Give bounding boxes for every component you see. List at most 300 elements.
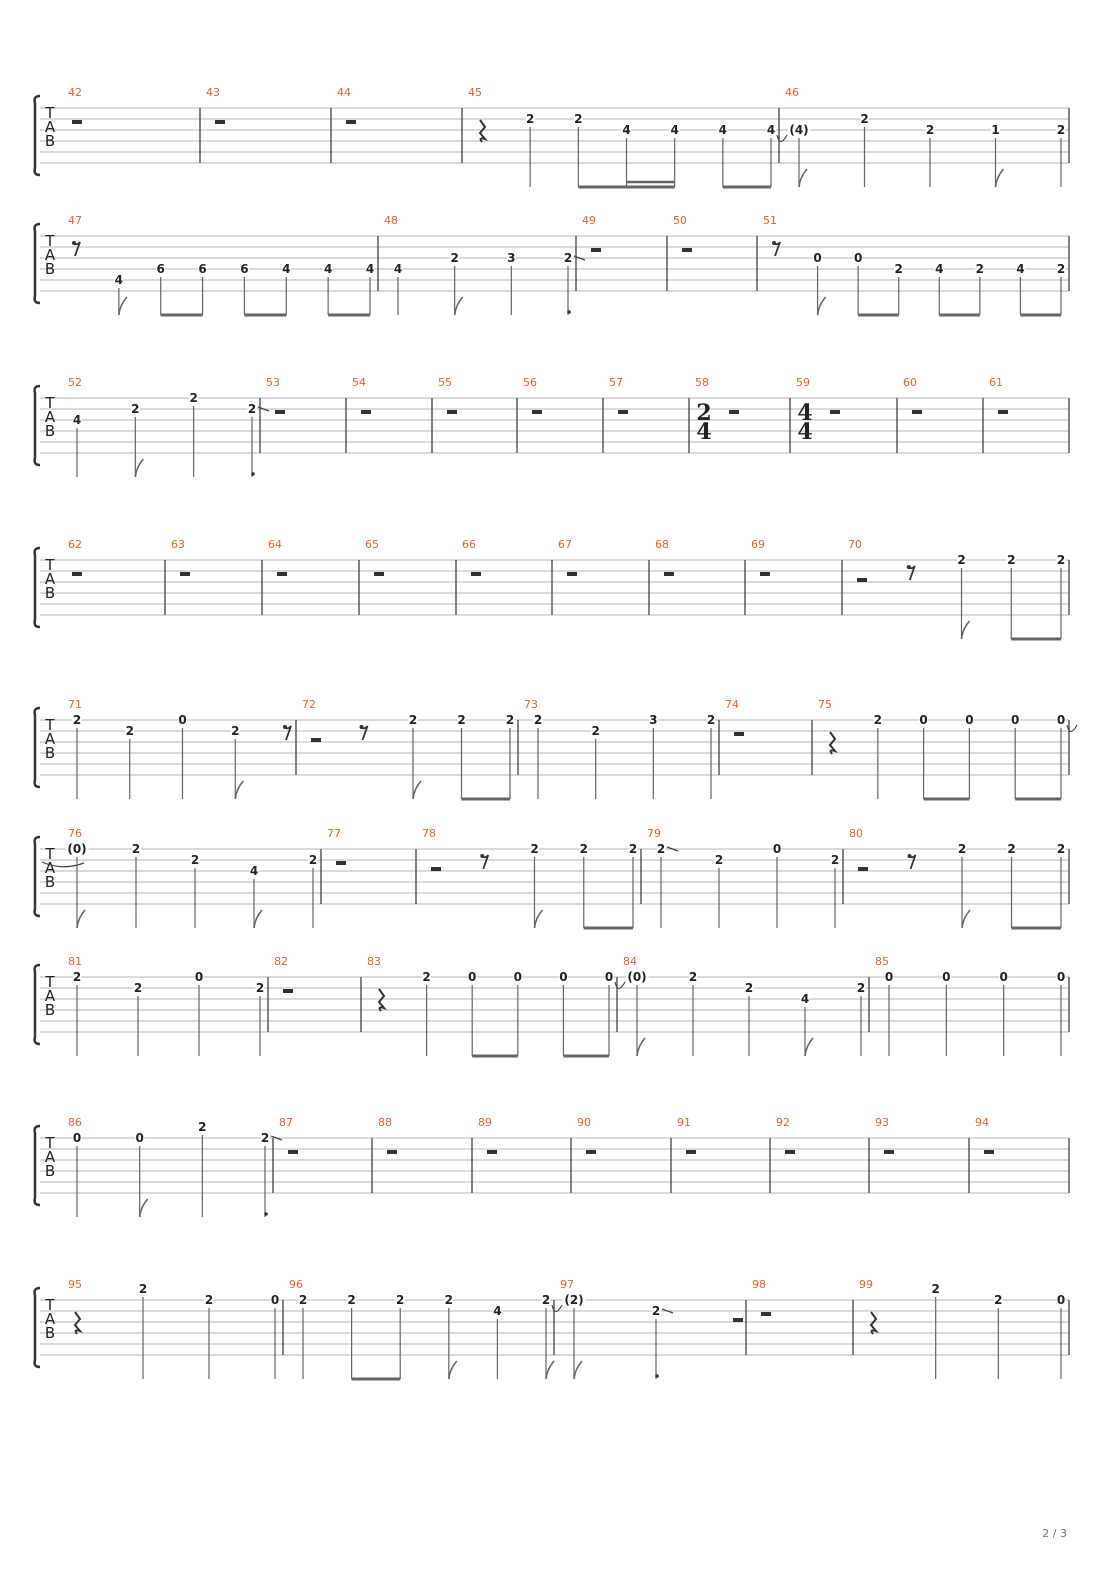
fret-number: 2 bbox=[198, 1120, 207, 1134]
measure-number: 87 bbox=[279, 1118, 293, 1129]
tab-note bbox=[831, 853, 840, 928]
measure-number: 80 bbox=[849, 829, 863, 840]
half-rest bbox=[912, 410, 922, 414]
tab-note bbox=[957, 553, 970, 639]
tab-note bbox=[542, 1293, 563, 1379]
fret-number: 2 bbox=[830, 853, 840, 867]
measure-number: 59 bbox=[796, 378, 810, 389]
tab-note bbox=[626, 970, 649, 1056]
measure-number: 52 bbox=[68, 378, 82, 389]
fret-number: 4 bbox=[323, 262, 333, 276]
quarter-rest bbox=[830, 732, 835, 754]
tab-note bbox=[178, 713, 187, 799]
half-rest bbox=[591, 248, 601, 252]
measure-number: 93 bbox=[875, 1118, 889, 1129]
tab-note bbox=[189, 391, 198, 477]
tab-system bbox=[0, 378, 1110, 528]
tab-note bbox=[718, 123, 727, 187]
fret-number: 0 bbox=[194, 970, 204, 984]
fret-number: 2 bbox=[396, 1293, 405, 1307]
tab-note bbox=[1057, 123, 1066, 187]
measure-number: 99 bbox=[859, 1280, 873, 1291]
fret-number: 2 bbox=[688, 970, 698, 984]
measure-number: 82 bbox=[274, 957, 288, 968]
fret-number: 0 bbox=[919, 713, 928, 727]
fret-number: 0 bbox=[942, 970, 951, 984]
fret-number: 2 bbox=[505, 713, 515, 727]
tab-note bbox=[926, 123, 935, 187]
fret-number: 4 bbox=[766, 123, 776, 137]
half-rest bbox=[215, 120, 225, 124]
tab-note bbox=[788, 123, 811, 187]
fret-number: 0 bbox=[135, 1131, 144, 1145]
tab-clef-letter: A bbox=[44, 730, 56, 748]
tab-note bbox=[396, 1293, 405, 1379]
half-rest bbox=[72, 120, 82, 124]
measure-number: 69 bbox=[751, 540, 765, 551]
fret-number: 2 bbox=[533, 713, 543, 727]
tab-note bbox=[457, 713, 466, 799]
half-rest bbox=[275, 410, 285, 414]
tab-clef-letter: T bbox=[45, 716, 55, 734]
half-rest bbox=[567, 572, 577, 576]
tab-note bbox=[240, 262, 249, 315]
fret-number: 0 bbox=[772, 842, 782, 856]
tab-note bbox=[1057, 970, 1066, 1056]
fret-number: 2 bbox=[574, 112, 583, 126]
fret-number: 2 bbox=[204, 1293, 214, 1307]
fret-number: 2 bbox=[894, 262, 903, 276]
measure-number: 60 bbox=[903, 378, 917, 389]
fret-number: 2 bbox=[72, 970, 82, 984]
quarter-rest bbox=[379, 989, 384, 1011]
fret-number: 4 bbox=[1016, 262, 1025, 276]
fret-number: 2 bbox=[125, 724, 134, 738]
half-rest bbox=[288, 1150, 298, 1154]
time-signature-digit: 4 bbox=[797, 400, 813, 426]
measure-number: 89 bbox=[478, 1118, 492, 1129]
fret-number: 2 bbox=[957, 842, 967, 856]
fret-number: 0 bbox=[468, 970, 477, 984]
fret-number: 2 bbox=[579, 842, 588, 856]
fret-number: 4 bbox=[72, 413, 82, 427]
fret-number: 2 bbox=[298, 1293, 308, 1307]
tab-note bbox=[156, 262, 165, 315]
half-rest bbox=[586, 1150, 596, 1154]
half-rest bbox=[734, 732, 744, 736]
tab-note bbox=[1057, 713, 1078, 799]
measure-number: 86 bbox=[68, 1118, 82, 1129]
measure-number: 67 bbox=[558, 540, 572, 551]
fret-number: 2 bbox=[651, 1304, 661, 1318]
fret-number: 0 bbox=[853, 251, 863, 265]
half-rest bbox=[180, 572, 190, 576]
tab-note bbox=[935, 262, 944, 315]
fret-number: 2 bbox=[591, 724, 600, 738]
fret-number: 2 bbox=[72, 713, 82, 727]
fret-number: 2 bbox=[138, 1282, 148, 1296]
tab-note bbox=[715, 853, 724, 928]
system-bracket bbox=[35, 965, 40, 1044]
fret-number: 6 bbox=[156, 262, 165, 276]
tab-note bbox=[931, 1282, 940, 1379]
tab-note bbox=[767, 123, 788, 187]
tab-system bbox=[0, 1118, 1110, 1268]
half-rest bbox=[532, 410, 542, 414]
fret-number: 2 bbox=[656, 842, 666, 856]
tab-note bbox=[965, 713, 974, 799]
tab-note bbox=[773, 842, 782, 928]
fret-number: 2 bbox=[856, 981, 866, 995]
tab-note bbox=[801, 992, 814, 1056]
tab-system bbox=[0, 540, 1110, 690]
fret-number: 1 bbox=[991, 123, 1000, 137]
fret-number: 4 bbox=[114, 273, 124, 287]
measure-number: 77 bbox=[327, 829, 341, 840]
measure-number: 97 bbox=[560, 1280, 574, 1291]
tab-note bbox=[1016, 262, 1025, 315]
tab-note bbox=[493, 1304, 502, 1379]
tab-note bbox=[1007, 553, 1016, 639]
tab-note bbox=[745, 981, 754, 1056]
tab-system bbox=[0, 700, 1110, 850]
tab-note bbox=[347, 1293, 356, 1379]
measure-number: 79 bbox=[647, 829, 661, 840]
fret-number: 2 bbox=[860, 112, 869, 126]
tab-clef-letter: B bbox=[44, 744, 56, 762]
fret-number: 2 bbox=[525, 112, 535, 126]
fret-number: 2 bbox=[744, 981, 754, 995]
tab-note bbox=[191, 853, 200, 928]
measure-number: 58 bbox=[695, 378, 709, 389]
fret-number: 0 bbox=[1056, 970, 1066, 984]
tab-note bbox=[409, 713, 422, 799]
tab-note bbox=[657, 842, 679, 928]
tab-system bbox=[0, 216, 1110, 366]
tab-note bbox=[73, 413, 82, 477]
fret-number: 6 bbox=[198, 262, 207, 276]
tab-note bbox=[670, 123, 679, 187]
half-rest bbox=[471, 572, 481, 576]
fret-number: 2 bbox=[422, 970, 431, 984]
system-bracket bbox=[35, 1288, 40, 1367]
fret-number: 0 bbox=[999, 970, 1008, 984]
half-rest bbox=[277, 572, 287, 576]
fret-number: 2 bbox=[190, 853, 200, 867]
fret-number: 2 bbox=[131, 842, 141, 856]
tab-note bbox=[526, 112, 535, 187]
tab-note bbox=[256, 981, 265, 1056]
eighth-rest bbox=[480, 854, 488, 869]
fret-number: 2 bbox=[541, 1293, 551, 1307]
tab-note bbox=[579, 842, 588, 928]
measure-number: 54 bbox=[352, 378, 366, 389]
tab-note bbox=[894, 262, 903, 315]
fret-number: 2 bbox=[563, 251, 573, 265]
tab-note bbox=[250, 864, 263, 928]
tab-clef-letter: T bbox=[45, 1134, 55, 1152]
tab-note bbox=[1007, 842, 1016, 928]
eighth-rest bbox=[72, 241, 80, 256]
measure-number: 42 bbox=[68, 88, 82, 99]
fret-number: 0 bbox=[178, 713, 187, 727]
half-rest bbox=[346, 120, 356, 124]
measure-number: 84 bbox=[623, 957, 637, 968]
measure-number: 96 bbox=[289, 1280, 303, 1291]
measure-number: 53 bbox=[266, 378, 280, 389]
quarter-rest bbox=[75, 1312, 80, 1334]
tab-note bbox=[534, 713, 543, 799]
fret-number: 0 bbox=[1056, 713, 1066, 727]
tab-note bbox=[629, 842, 638, 928]
tab-clef-letter: T bbox=[45, 1296, 55, 1314]
system-bracket bbox=[35, 837, 40, 916]
fret-number: 2 bbox=[347, 1293, 356, 1307]
fret-number: (0) bbox=[627, 970, 647, 984]
fret-number: 0 bbox=[270, 1293, 280, 1307]
measure-number: 48 bbox=[384, 216, 398, 227]
tab-note bbox=[942, 970, 951, 1056]
tab-clef-letter: A bbox=[44, 118, 56, 136]
eighth-rest bbox=[283, 725, 291, 740]
fret-number: 4 bbox=[622, 123, 631, 137]
system-bracket bbox=[35, 548, 40, 627]
tab-note bbox=[450, 251, 463, 315]
tab-clef-letter: T bbox=[45, 232, 55, 250]
fret-number: 2 bbox=[189, 391, 198, 405]
tab-note bbox=[873, 713, 882, 799]
fret-number: 4 bbox=[493, 1304, 502, 1318]
quarter-rest bbox=[480, 120, 485, 142]
tab-note bbox=[198, 262, 207, 315]
time-signature bbox=[797, 400, 812, 445]
tab-clef-letter: A bbox=[44, 1310, 56, 1328]
fret-number: 2 bbox=[1056, 262, 1066, 276]
fret-number: (0) bbox=[67, 842, 87, 856]
half-rest bbox=[361, 410, 371, 414]
fret-number: 4 bbox=[670, 123, 679, 137]
fret-number: 2 bbox=[714, 853, 724, 867]
half-rest bbox=[998, 410, 1008, 414]
tab-clef-letter: B bbox=[44, 1001, 56, 1019]
eighth-rest bbox=[360, 725, 368, 740]
tab-note bbox=[1057, 842, 1066, 928]
time-signature-digit: 4 bbox=[696, 419, 712, 445]
fret-number: 2 bbox=[628, 842, 638, 856]
tab-clef-letter: A bbox=[44, 246, 56, 264]
fret-number: (2) bbox=[564, 1293, 584, 1307]
measure-number: 90 bbox=[577, 1118, 591, 1129]
measure-number: 94 bbox=[975, 1118, 989, 1129]
tab-clef-letter: A bbox=[44, 987, 56, 1005]
tab-note bbox=[468, 970, 477, 1056]
half-rest bbox=[830, 410, 840, 414]
tab-note bbox=[530, 842, 543, 928]
system-bracket bbox=[35, 708, 40, 787]
tab-note bbox=[975, 262, 984, 315]
tab-clef-letter: A bbox=[44, 570, 56, 588]
measure-number: 70 bbox=[848, 540, 862, 551]
tab-note bbox=[513, 970, 522, 1056]
tab-note bbox=[999, 970, 1008, 1056]
measure-number: 85 bbox=[875, 957, 889, 968]
tab-note bbox=[195, 970, 204, 1056]
fret-number: 4 bbox=[249, 864, 259, 878]
tab-note bbox=[73, 1131, 82, 1217]
fret-number: 2 bbox=[530, 842, 539, 856]
tab-clef-letter: A bbox=[44, 408, 56, 426]
tab-note bbox=[422, 970, 431, 1056]
half-rest bbox=[487, 1150, 497, 1154]
measure-number: 83 bbox=[367, 957, 381, 968]
tab-note bbox=[73, 970, 82, 1056]
fret-number: 0 bbox=[604, 970, 614, 984]
fret-number: 2 bbox=[231, 724, 240, 738]
measure-number: 51 bbox=[763, 216, 777, 227]
tab-note bbox=[919, 713, 928, 799]
tab-note bbox=[574, 112, 583, 187]
tab-note bbox=[563, 1293, 586, 1379]
measure-number: 75 bbox=[818, 700, 832, 711]
measure-number: 91 bbox=[677, 1118, 691, 1129]
measure-number: 68 bbox=[655, 540, 669, 551]
fret-number: 2 bbox=[133, 981, 143, 995]
half-rest bbox=[984, 1150, 994, 1154]
tab-note bbox=[559, 970, 568, 1056]
fret-number: 2 bbox=[260, 1131, 270, 1145]
system-bracket bbox=[35, 1126, 40, 1205]
measure-number: 74 bbox=[725, 700, 739, 711]
measure-number: 71 bbox=[68, 700, 82, 711]
fret-number: 2 bbox=[247, 402, 257, 416]
tab-note bbox=[860, 112, 869, 187]
measure-number: 61 bbox=[989, 378, 1003, 389]
half-rest bbox=[618, 410, 628, 414]
measure-number: 76 bbox=[68, 829, 82, 840]
fret-number: 2 bbox=[931, 1282, 940, 1296]
half-rest bbox=[884, 1150, 894, 1154]
fret-number: 4 bbox=[282, 262, 291, 276]
tab-note bbox=[324, 262, 333, 315]
fret-number: 0 bbox=[1056, 1293, 1066, 1307]
tab-note bbox=[689, 970, 698, 1056]
eighth-rest bbox=[908, 854, 916, 869]
half-rest bbox=[447, 410, 457, 414]
half-rest bbox=[858, 867, 868, 871]
tab-clef-letter: B bbox=[44, 1324, 56, 1342]
fret-number: 2 bbox=[1056, 842, 1066, 856]
measure-number: 63 bbox=[171, 540, 185, 551]
fret-number: 2 bbox=[925, 123, 935, 137]
fret-number: 2 bbox=[131, 402, 140, 416]
half-rest bbox=[72, 572, 82, 576]
half-rest bbox=[311, 738, 321, 742]
time-signature-digit: 4 bbox=[797, 419, 813, 445]
fret-number: 2 bbox=[408, 713, 418, 727]
tab-note bbox=[1057, 553, 1066, 639]
fret-number: 2 bbox=[1056, 123, 1066, 137]
tab-clef-letter: B bbox=[44, 260, 56, 278]
measure-number: 65 bbox=[365, 540, 379, 551]
fret-number: 2 bbox=[1007, 842, 1016, 856]
fret-number: 0 bbox=[965, 713, 974, 727]
tab-clef-letter: T bbox=[45, 556, 55, 574]
half-rest bbox=[336, 861, 346, 865]
tab-note bbox=[205, 1293, 214, 1379]
measure-number: 95 bbox=[68, 1280, 82, 1291]
tab-clef-letter: B bbox=[44, 873, 56, 891]
measure-number: 44 bbox=[337, 88, 351, 99]
tab-note bbox=[506, 713, 515, 799]
fret-number: (4) bbox=[789, 123, 809, 137]
fret-number: 0 bbox=[559, 970, 568, 984]
tab-note bbox=[366, 262, 375, 315]
tab-note bbox=[958, 842, 971, 928]
measure-number: 50 bbox=[673, 216, 687, 227]
tab-note bbox=[854, 251, 863, 315]
half-rest bbox=[374, 572, 384, 576]
measure-number: 46 bbox=[785, 88, 799, 99]
tab-note bbox=[73, 713, 82, 799]
measure-number: 64 bbox=[268, 540, 282, 551]
fret-number: 2 bbox=[1056, 553, 1066, 567]
tab-note bbox=[813, 251, 826, 315]
tab-note bbox=[299, 1293, 308, 1379]
half-rest bbox=[857, 578, 867, 582]
measure-number: 62 bbox=[68, 540, 82, 551]
tab-note bbox=[564, 251, 586, 315]
fret-number: 2 bbox=[450, 251, 459, 265]
fret-number: 4 bbox=[393, 262, 403, 276]
system-bracket bbox=[35, 224, 40, 303]
tab-clef-letter: B bbox=[44, 1162, 56, 1180]
half-rest bbox=[431, 867, 441, 871]
tab-note bbox=[131, 402, 144, 477]
half-rest bbox=[664, 572, 674, 576]
fret-number: 4 bbox=[935, 262, 944, 276]
fret-number: 2 bbox=[957, 553, 966, 567]
tab-note bbox=[125, 724, 134, 799]
fret-number: 2 bbox=[308, 853, 318, 867]
fret-number: 2 bbox=[1007, 553, 1016, 567]
tab-note bbox=[394, 262, 403, 315]
quarter-rest bbox=[871, 1312, 876, 1334]
half-rest bbox=[785, 1150, 795, 1154]
tab-clef-letter: T bbox=[45, 104, 55, 122]
tab-clef-letter: T bbox=[45, 973, 55, 991]
half-rest bbox=[760, 572, 770, 576]
tab-note bbox=[507, 251, 516, 315]
page-number: 2 / 3 bbox=[1042, 1527, 1067, 1540]
tab-note bbox=[1011, 713, 1020, 799]
fret-number: 2 bbox=[457, 713, 466, 727]
tab-note bbox=[309, 853, 318, 928]
measure-number: 66 bbox=[462, 540, 476, 551]
tab-note bbox=[991, 123, 1004, 187]
eighth-rest bbox=[907, 565, 915, 580]
measure-number: 78 bbox=[422, 829, 436, 840]
measure-number: 92 bbox=[776, 1118, 790, 1129]
fret-number: 0 bbox=[72, 1131, 82, 1145]
half-rest bbox=[733, 1318, 743, 1322]
measure-number: 47 bbox=[68, 216, 82, 227]
tab-note bbox=[282, 262, 291, 315]
tab-clef-letter: T bbox=[45, 845, 55, 863]
fret-number: 4 bbox=[718, 123, 728, 137]
fret-number: 4 bbox=[365, 262, 375, 276]
measure-number: 43 bbox=[206, 88, 220, 99]
tab-note bbox=[135, 1131, 148, 1217]
